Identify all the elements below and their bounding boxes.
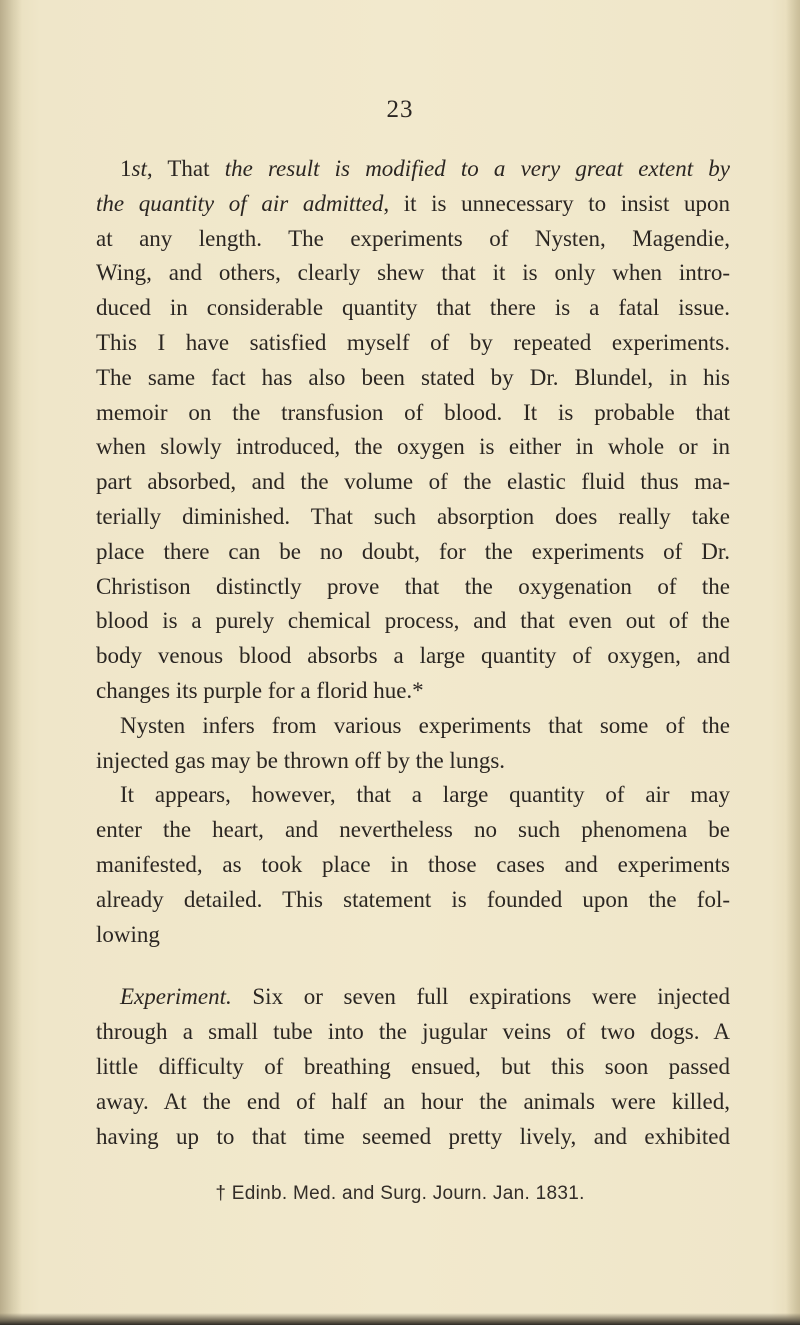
paragraph-line: Experiment. Six or seven full expirations were injected bbox=[120, 984, 730, 1010]
paragraph-line: when slowly introduced, the oxygen is either in whole or in bbox=[96, 434, 730, 460]
paragraph-line: away. At the end of half an hour the animals were killed, bbox=[96, 1088, 730, 1114]
paragraph-line: already detailed. This statement is founded upon the fol- bbox=[96, 886, 730, 912]
paragraph-gap bbox=[96, 952, 730, 980]
footnote: † Edinb. Med. and Surg. Journ. Jan. 1831. bbox=[215, 1183, 585, 1204]
paragraph-line: duced in considerable quantity that there is a fatal issue. bbox=[96, 295, 730, 321]
paragraph-line: at any length. The experiments of Nysten, Magendie, bbox=[96, 225, 730, 251]
page-number: 23 bbox=[386, 96, 414, 123]
paragraph-line: blood is a purely chemical process, and that even out of the bbox=[96, 608, 730, 634]
paragraph-line: changes its purple for a florid hue.* bbox=[96, 677, 424, 703]
paragraph-line: memoir on the transfusion of blood. It is probable that bbox=[96, 399, 730, 425]
paragraph-line: body venous blood absorbs a large quantity of oxygen, and bbox=[96, 643, 730, 669]
page-edge-shadow bbox=[786, 0, 800, 1325]
page-spine-shadow bbox=[0, 0, 22, 1325]
paragraph-line: part absorbed, and the volume of the elastic fluid thus ma- bbox=[96, 469, 730, 495]
paragraph-line: The same fact has also been stated by Dr. Blundel, in his bbox=[96, 364, 730, 390]
paragraph-line: little difficulty of breathing ensued, but this soon passed bbox=[96, 1053, 730, 1079]
paragraph-line: manifested, as took place in those cases and experiments bbox=[96, 851, 730, 877]
paragraph-line: Nysten infers from various experiments that some of the bbox=[120, 712, 730, 738]
paragraph-line: terially diminished. That such absorption does really take bbox=[96, 503, 730, 529]
paragraph-line: having up to that time seemed pretty lively, and exhibited bbox=[96, 1123, 730, 1149]
paragraph-line: This I have satisfied myself of by repeated experiments. bbox=[96, 329, 730, 355]
experiment-label: Experiment. bbox=[120, 984, 232, 1010]
paragraph-line: 1st, That the result is modified to a very great extent by bbox=[120, 156, 730, 181]
paragraph-line: injected gas may be thrown off by the lungs. bbox=[96, 747, 506, 773]
paragraph-line: Christison distinctly prove that the oxygenation of the bbox=[96, 573, 730, 599]
page-bottom-edge bbox=[0, 1313, 800, 1325]
paragraph-line: place there can be no doubt, for the experiments of Dr. bbox=[96, 538, 730, 564]
paragraph-line: through a small tube into the jugular veins of two dogs. A bbox=[96, 1019, 730, 1045]
paragraph-line: the quantity of air admitted, it is unnecessary to insist upon bbox=[96, 190, 730, 216]
paragraph-line: It appears, however, that a large quantity of air may bbox=[120, 782, 730, 808]
paragraph-line: lowing bbox=[96, 921, 160, 947]
paragraph-line: Wing, and others, clearly shew that it is only when intro- bbox=[96, 260, 730, 286]
body-text bbox=[96, 152, 730, 1154]
paragraph-line: enter the heart, and nevertheless no such phenomena be bbox=[96, 817, 730, 843]
